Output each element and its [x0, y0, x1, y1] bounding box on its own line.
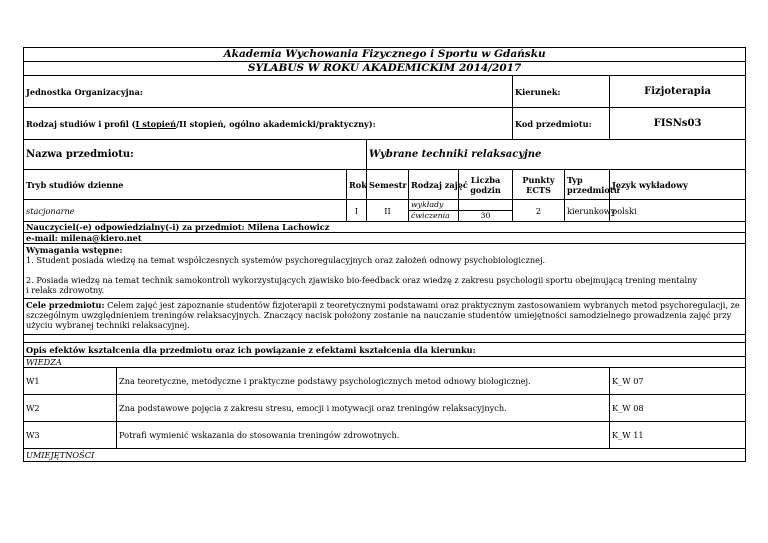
- language-value: polski: [610, 200, 746, 222]
- outcome-code: K_W 07: [610, 368, 746, 395]
- outcome-code: K_W 11: [610, 422, 746, 449]
- class-lecture: wykłady: [409, 200, 459, 211]
- unit-label: Jednostka Organizacyjna:: [24, 76, 513, 108]
- ects-header: Punkty ECTS: [513, 170, 565, 200]
- outcome-row: [24, 422, 746, 449]
- outcome-id: W3: [24, 422, 117, 449]
- institution-title: Akademia Wychowania Fizycznego i Sportu w Gdańsku: [24, 48, 746, 62]
- mode-header: Tryb studiów dzienne: [24, 170, 347, 200]
- year-value: I: [347, 200, 367, 222]
- goals-label: Cele przedmiotu:: [26, 300, 105, 310]
- class-exercises: ćwiczenia: [409, 211, 459, 222]
- subject-type-header: Typ przedmiotu: [565, 170, 610, 200]
- outcome-code: K_W 08: [610, 395, 746, 422]
- requirement-2: 2. Posiada wiedzę na temat technik samokontroli wykorzystujących zjawisko bio-feedback oraz wiedzę z zakresu psychologii sportu obejmującą trening mentalny i relaks zdrowotny.: [26, 275, 697, 295]
- kierunek-label: Kierunek:: [513, 76, 610, 108]
- study-type-label: Rodzaj studiów i profil (I stopień/II stopień, ogólno akademicki/praktyczny):: [24, 108, 513, 140]
- requirements-label: Wymagania wstępne:: [26, 245, 123, 255]
- subject-name-label: Nazwa przedmiotu:: [24, 140, 367, 170]
- code-label: Kod przedmiotu:: [513, 108, 610, 140]
- syllabus-table: [23, 47, 746, 462]
- semester-header: Semestr: [367, 170, 409, 200]
- requirement-1: 1. Student posiada wiedzę na temat współczesnych systemów psychoregulacyjnych oraz założeń odnowy psychobiologicznej.: [26, 255, 546, 265]
- mode-value: stacjonarne: [24, 200, 347, 222]
- outcome-text: Zna teoretyczne, metodyczne i praktyczne podstawy psychologicznych metod odnowy biologicznej.: [117, 368, 610, 395]
- outcome-text: Zna podstawowe pojęcia z zakresu stresu, emocji i motywacji oraz treningów relaksacyjnych.: [117, 395, 610, 422]
- goals-text: Celem zajęć jest zapoznanie studentów fizjoterapii z teoretycznymi podstawami oraz praktycznym zastosowaniem wybranych metod psychoregulacji, ze szczególnym uwzględnieniem treningów relaksacyjnych. Znaczący nacisk położony zostanie na nauczanie studentów umiejętności samodzielnego prowadzenia zajęć przy użyciu wybranej techniki relaksacyjnej.: [26, 300, 740, 330]
- selected-degree: I stopień: [135, 118, 177, 129]
- skills-label: UMIEJĘTNOŚCI: [24, 449, 746, 462]
- subject-name-value: Wybrane techniki relaksacyjne: [367, 140, 746, 170]
- teacher-line: Nauczyciel(-e) odpowiedzialny(-i) za przedmiot: Milena Lachowicz: [24, 222, 746, 233]
- outcome-id: W2: [24, 395, 117, 422]
- syllabus-sheet: [23, 47, 745, 462]
- kierunek-value: Fizjoterapia: [610, 76, 746, 108]
- semester-value: II: [367, 200, 409, 222]
- hours-header: Liczba godzin: [459, 170, 513, 200]
- outcome-row: [24, 368, 746, 395]
- outcome-text: Potrafi wymienić wskazania do stosowania treningów zdrowotnych.: [117, 422, 610, 449]
- year-header: Rok: [347, 170, 367, 200]
- ects-value: 2: [513, 200, 565, 222]
- outcome-row: [24, 395, 746, 422]
- outcomes-heading: Opis efektów kształcenia dla przedmiotu oraz ich powiązanie z efektami kształcenia dla kierunku:: [24, 343, 746, 357]
- spacer-row: [24, 335, 746, 343]
- outcome-id: W1: [24, 368, 117, 395]
- syllabus-title: SYLABUS W ROKU AKADEMICKIM 2014/2017: [24, 62, 746, 76]
- hours-lecture: [459, 200, 513, 211]
- language-header: Język wykładowy: [610, 170, 746, 200]
- goals-block: [24, 299, 746, 335]
- knowledge-label: WIEDZA: [24, 357, 746, 368]
- class-type-header: Rodzaj zajęć: [409, 170, 459, 200]
- code-value: FISNs03: [610, 108, 746, 140]
- hours-exercises: 30: [459, 211, 513, 222]
- requirements-block: [24, 244, 746, 299]
- teacher-email: e-mail: milena@kiero.net: [24, 233, 746, 244]
- subject-type-value: kierunkowy: [565, 200, 610, 222]
